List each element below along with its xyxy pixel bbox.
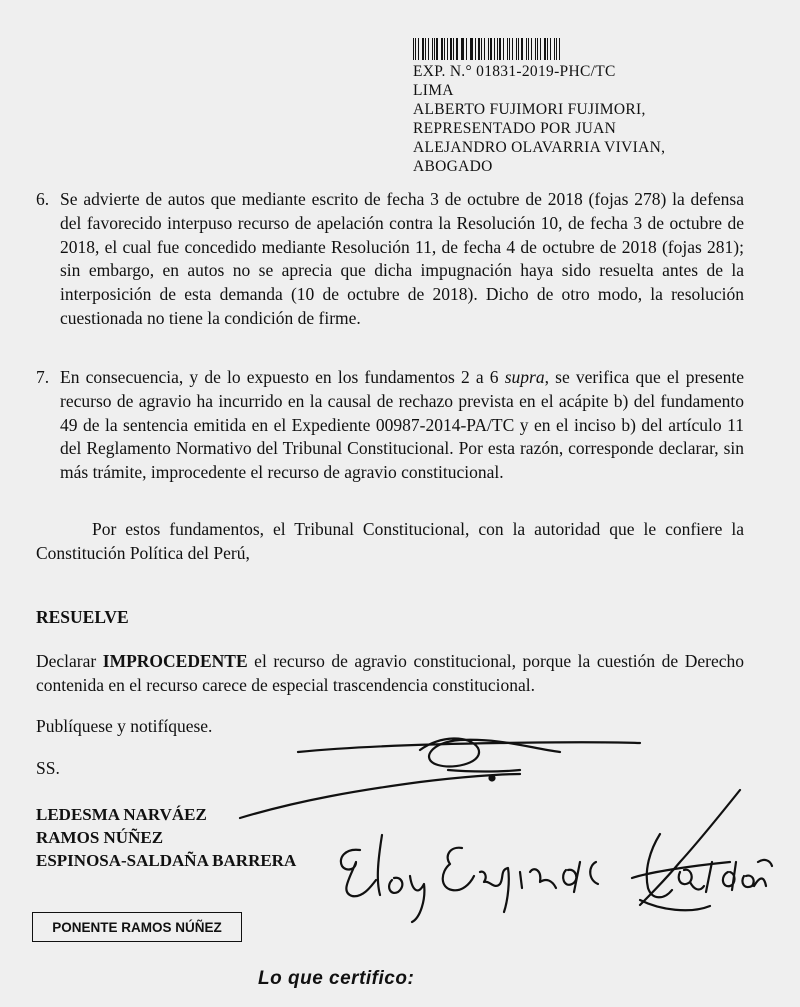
signature-stroke-10	[480, 868, 509, 912]
signature-stroke-20	[723, 862, 736, 890]
signature-stroke-15	[590, 862, 598, 884]
barcode	[413, 38, 563, 60]
signature-stroke-6	[378, 835, 382, 895]
case-number: EXP. N.° 01831-2019-PHC/TC	[413, 63, 616, 80]
latin-term: supra	[504, 367, 545, 387]
paragraph-fundamentos: Por estos fundamentos, el Tribunal Constitucional, con la autoridad que le confiere la Constitución Política del Perú,	[36, 519, 744, 563]
signature-stroke-14	[574, 862, 580, 892]
paragraph-7	[36, 366, 744, 485]
signature-stroke-3	[448, 770, 520, 772]
barcode-bar	[518, 38, 519, 60]
signature-stroke-8	[410, 876, 424, 922]
barcode-bar	[488, 38, 489, 60]
barcode-bar	[507, 38, 508, 60]
paragraph-text-end: , se verifica que el presente recurso de agravio ha incurrido en la causal de rechazo prevista en el acápite b) del fundamento 49 de la sentencia emitida en el Expediente 00987-2014-PA/TC y en el inciso b) del artículo 11 del Reglamento Normativo del Tribunal Constitucional. Por esta razón, corresponde declarar, sin más trámite, improcedente el recurso de agravio constitucional.	[60, 367, 745, 483]
barcode-bar	[461, 38, 462, 60]
barcode-bar	[428, 38, 429, 60]
paragraph-text-start: En consecuencia, y de lo expuesto en los fundamentos 2 a 6	[60, 367, 505, 387]
signature-stroke-24	[640, 900, 710, 910]
signature-stroke-2	[420, 738, 560, 766]
barcode-bar	[444, 38, 445, 60]
barcode-bar	[535, 38, 536, 60]
barcode-bar	[509, 38, 510, 60]
barcode-bar	[556, 38, 557, 60]
barcode-bar	[481, 38, 482, 60]
barcode-bar	[531, 38, 532, 60]
decision-text	[36, 650, 744, 698]
barcode-bar	[466, 38, 467, 60]
barcode-bar	[462, 38, 463, 60]
barcode-bar	[453, 38, 454, 60]
signature-stroke-12	[530, 869, 556, 888]
judge-name: RAMOS NÚÑEZ	[36, 828, 164, 847]
paragraph-6	[36, 188, 744, 331]
barcode-bar	[413, 38, 414, 60]
decision-prefix: Declarar	[36, 651, 103, 671]
signature-stroke-21	[742, 876, 766, 887]
signature-stroke-23	[632, 862, 730, 878]
barcode-bar	[425, 38, 426, 60]
case-location: LIMA	[413, 82, 454, 99]
barcode-bar	[499, 38, 501, 60]
barcode-bar	[422, 38, 424, 60]
resuelve-heading: RESUELVE	[36, 607, 129, 627]
judge-name: LEDESMA NARVÁEZ	[36, 805, 207, 824]
barcode-bar	[475, 38, 476, 60]
barcode-bar	[494, 38, 495, 60]
ss-line: SS.	[36, 758, 60, 778]
barcode-bar	[503, 38, 504, 60]
judges-list	[36, 803, 296, 872]
barcode-bar	[540, 38, 541, 60]
paragraph-number: 6.	[36, 189, 50, 209]
barcode-bar	[436, 38, 437, 60]
barcode-bar	[415, 38, 416, 60]
barcode-bar	[478, 38, 480, 60]
barcode-bar	[521, 38, 523, 60]
signature-dot	[490, 776, 495, 781]
ponente-box: PONENTE RAMOS NÚÑEZ	[32, 912, 242, 942]
signature-stroke-22	[758, 860, 772, 866]
barcode-bar	[547, 38, 548, 60]
barcode-bar	[471, 38, 472, 60]
paragraph-text	[60, 366, 744, 485]
signature-stroke-5	[341, 850, 376, 897]
case-party-line-2: REPRESENTADO POR JUAN	[413, 120, 617, 137]
signature-stroke-18	[679, 870, 704, 890]
paragraph-text: Se advierte de autos que mediante escrito de fecha 3 de octubre de 2018 (fojas 278) la defensa del favorecido interpuso recurso de apelación contra la Resolución 10, de fecha 3 de octubre de 2018, el cual fue concedido mediante Resolución 11, de fecha 4 de octubre de 2018 (fojas 281); sin embargo, en autos no se aprecia que dicha impugnación haya sido resuelta antes de la interposición de esta demanda (10 de octubre de 2018). Dicho de otro modo, la resolución cuestionada no tiene la condición de firme.	[60, 189, 744, 328]
decision-verdict: IMPROCEDENTE	[102, 651, 248, 671]
signature-stroke-11	[520, 872, 522, 888]
barcode-bar	[554, 38, 555, 60]
barcode-bar	[497, 38, 498, 60]
signature-stroke-19	[706, 862, 712, 892]
barcode-bar	[470, 38, 471, 60]
barcode-bar	[537, 38, 538, 60]
signature-stroke-7	[389, 878, 402, 893]
barcode-bar	[526, 38, 527, 60]
barcode-bar	[550, 38, 551, 60]
barcode-bar	[441, 38, 443, 60]
barcode-bar	[559, 38, 560, 60]
barcode-bar	[490, 38, 491, 60]
decision-suffix: el recurso de agravio constitucional, porque la cuestión de Derecho contenida en el recurso carece de especial trascendencia constitucional.	[36, 651, 744, 695]
signature-stroke-17	[647, 834, 672, 897]
barcode-bar	[450, 38, 451, 60]
case-party-line-1: ALBERTO FUJIMORI FUJIMORI,	[413, 101, 646, 118]
signature-stroke-1	[298, 742, 640, 752]
publiquese-line: Publíquese y notifíquese.	[36, 716, 213, 736]
barcode-bar	[516, 38, 517, 60]
case-party-line-4: ABOGADO	[413, 158, 493, 175]
judge-name: ESPINOSA-SALDAÑA BARRERA	[36, 851, 297, 870]
barcode-bar	[456, 38, 458, 60]
barcode-bar	[528, 38, 529, 60]
signature-stroke-9	[443, 848, 474, 891]
barcode-bar	[418, 38, 419, 60]
signature-stroke-13	[563, 870, 576, 885]
certification-line: Lo que certifico:	[258, 968, 415, 989]
barcode-bar	[432, 38, 433, 60]
case-header	[413, 62, 783, 176]
barcode-bar	[434, 38, 435, 60]
barcode-bar	[447, 38, 448, 60]
barcode-bar	[544, 38, 546, 60]
signature-stroke-16	[640, 790, 740, 905]
barcode-bar	[484, 38, 485, 60]
barcode-bar	[512, 38, 513, 60]
paragraph-number: 7.	[36, 367, 50, 387]
case-party-line-3: ALEJANDRO OLAVARRIA VIVIAN,	[413, 139, 666, 156]
